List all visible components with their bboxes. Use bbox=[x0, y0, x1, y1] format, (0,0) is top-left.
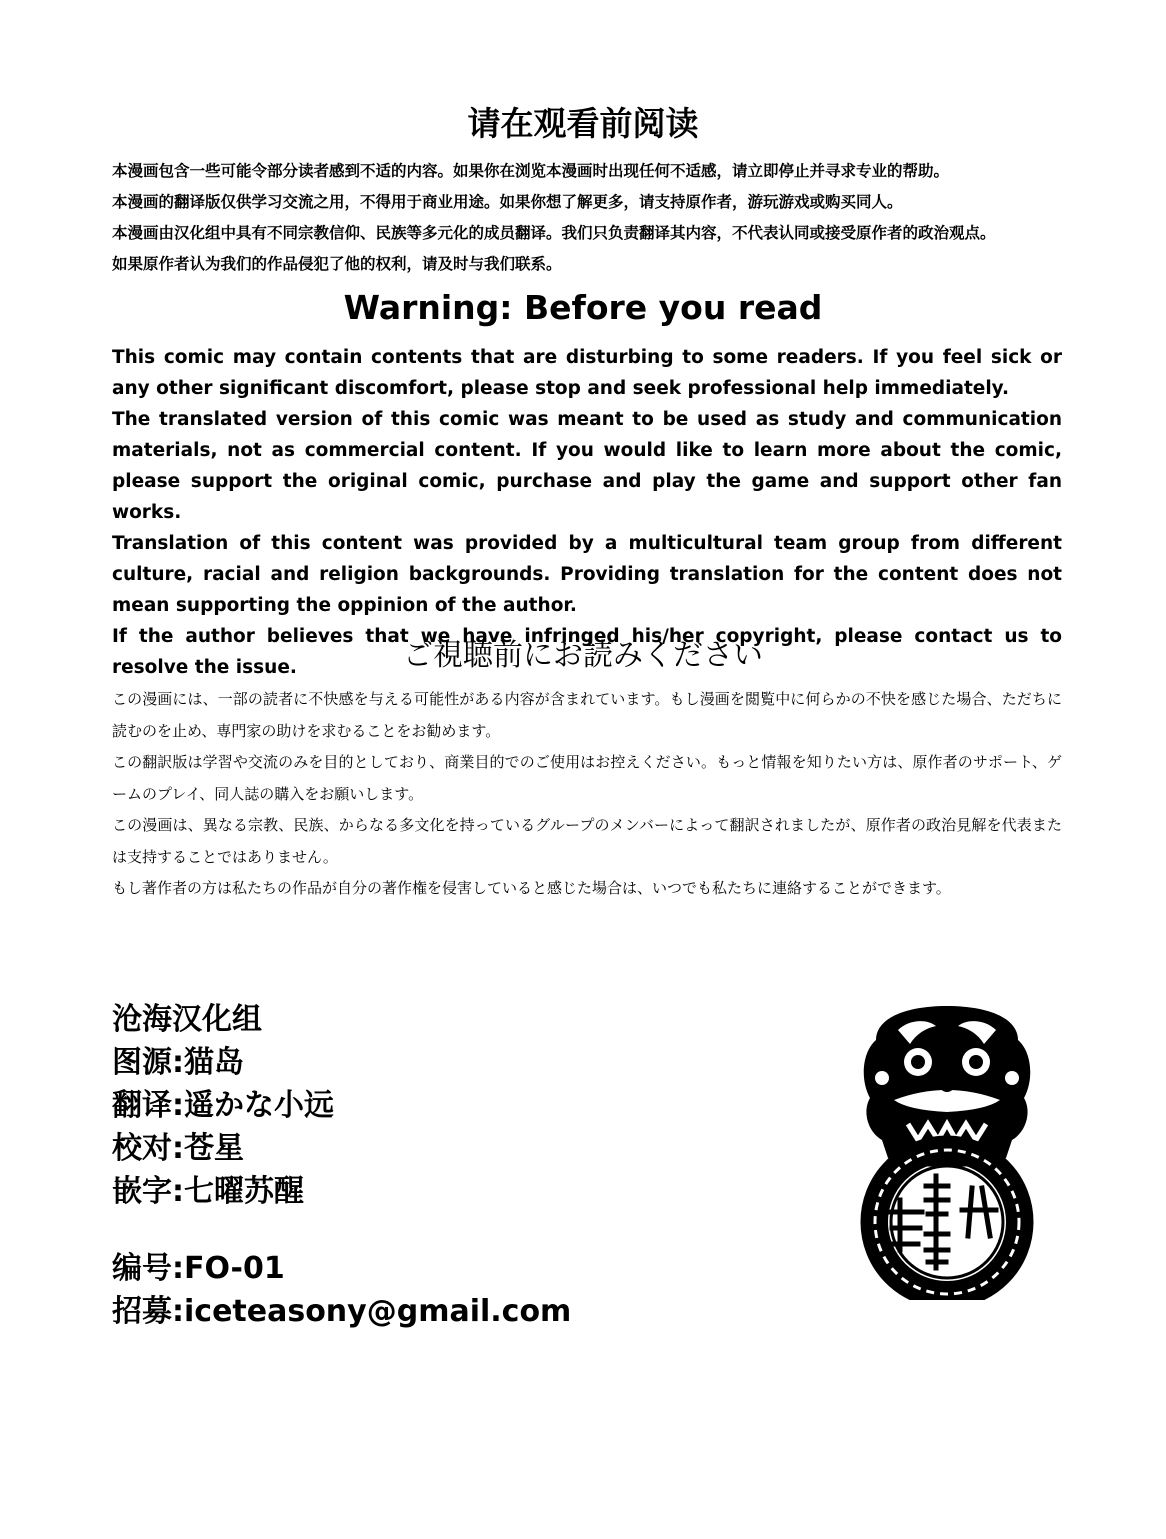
notice-zh-paragraph-1: 本漫画包含一些可能令部分读者感到不适的内容。如果你在浏览本漫画时出现任何不适感，请立即停止并寻求专业的帮助。 bbox=[112, 162, 950, 180]
notice-en-paragraph-3: Translation of this content was provided by a multicultural team group from different culture, racial and religion backgrounds. Providing translation for the content does not mean supporting the oppinion of the author. bbox=[112, 533, 1062, 616]
notice-zh bbox=[112, 156, 1062, 280]
credit-group: 沧海汉化组 bbox=[112, 1002, 262, 1037]
credit-translator: 翻译:遥かな小远 bbox=[112, 1088, 334, 1123]
notice-zh-paragraph-3: 本漫画由汉化组中具有不同宗教信仰、民族等多元化的成员翻译。我们只负责翻译其内容，不代表认同或接受原作者的政治观点。 bbox=[112, 224, 996, 242]
credit-spacer bbox=[112, 1213, 632, 1247]
notice-en-paragraph-1: This comic may contain contents that are disturbing to some readers. If you feel sick or any other significant discomfort, please stop and seek professional help immediately. bbox=[112, 347, 1062, 399]
lion-head-seal-icon bbox=[836, 1000, 1058, 1300]
credit-proofreader: 校对:苍星 bbox=[112, 1131, 244, 1166]
credits bbox=[112, 998, 632, 1333]
title-zh: 请在观看前阅读 bbox=[467, 104, 699, 143]
credit-number: 编号:FO-01 bbox=[112, 1251, 285, 1286]
credit-recruit: 招募:iceteasony@gmail.com bbox=[112, 1294, 572, 1329]
notice-en-paragraph-4: If the author believes that we have infringed his/her copyright, please contact us to resolve the issue. bbox=[112, 626, 1062, 678]
credit-typesetter: 嵌字:七曜苏醒 bbox=[112, 1174, 304, 1209]
notice-ja-paragraph-2: この翻訳版は学習や交流のみを目的としており、商業目的でのご使用はお控えください。もっと情報を知りたい方は、原作者のサポート、ゲームのプレイ、同人誌の購入をお願いします。 bbox=[112, 753, 1062, 803]
notice-en-paragraph-2: The translated version of this comic was meant to be used as study and communication materials, not as commercial content. If you would like to learn more about the comic, please support the original comic, purchase and play the game and support other fan works. bbox=[112, 409, 1062, 523]
notice-zh-paragraph-4: 如果原作者认为我们的作品侵犯了他的权利，请及时与我们联系。 bbox=[112, 255, 562, 273]
credit-source: 图源:猫岛 bbox=[112, 1045, 244, 1080]
notice-ja bbox=[112, 684, 1062, 905]
notice-ja-paragraph-3: この漫画は、異なる宗教、民族、からなる多文化を持っているグループのメンバーによって翻訳されましたが、原作者の政治見解を代表または支持することではありません。 bbox=[112, 816, 1062, 866]
notice-zh-paragraph-2: 本漫画的翻译版仅供学习交流之用，不得用于商业用途。如果你想了解更多，请支持原作者，游玩游戏或购买同人。 bbox=[112, 193, 903, 211]
notice-ja-paragraph-4: もし著作者の方は私たちの作品が自分の著作権を侵害していると感じた場合は、いつでも私たちに連絡することができます。 bbox=[112, 879, 951, 897]
title-ja: ご視聴前にお読みください bbox=[403, 638, 763, 673]
notice-ja-paragraph-1: この漫画には、一部の読者に不快感を与える可能性がある内容が含まれています。もし漫画を閲覧中に何らかの不快を感じた場合、ただちに読むのを止め、専門家の助けを求むることをお勧めます。 bbox=[112, 690, 1062, 740]
title-en: Warning: Before you read bbox=[343, 288, 823, 327]
